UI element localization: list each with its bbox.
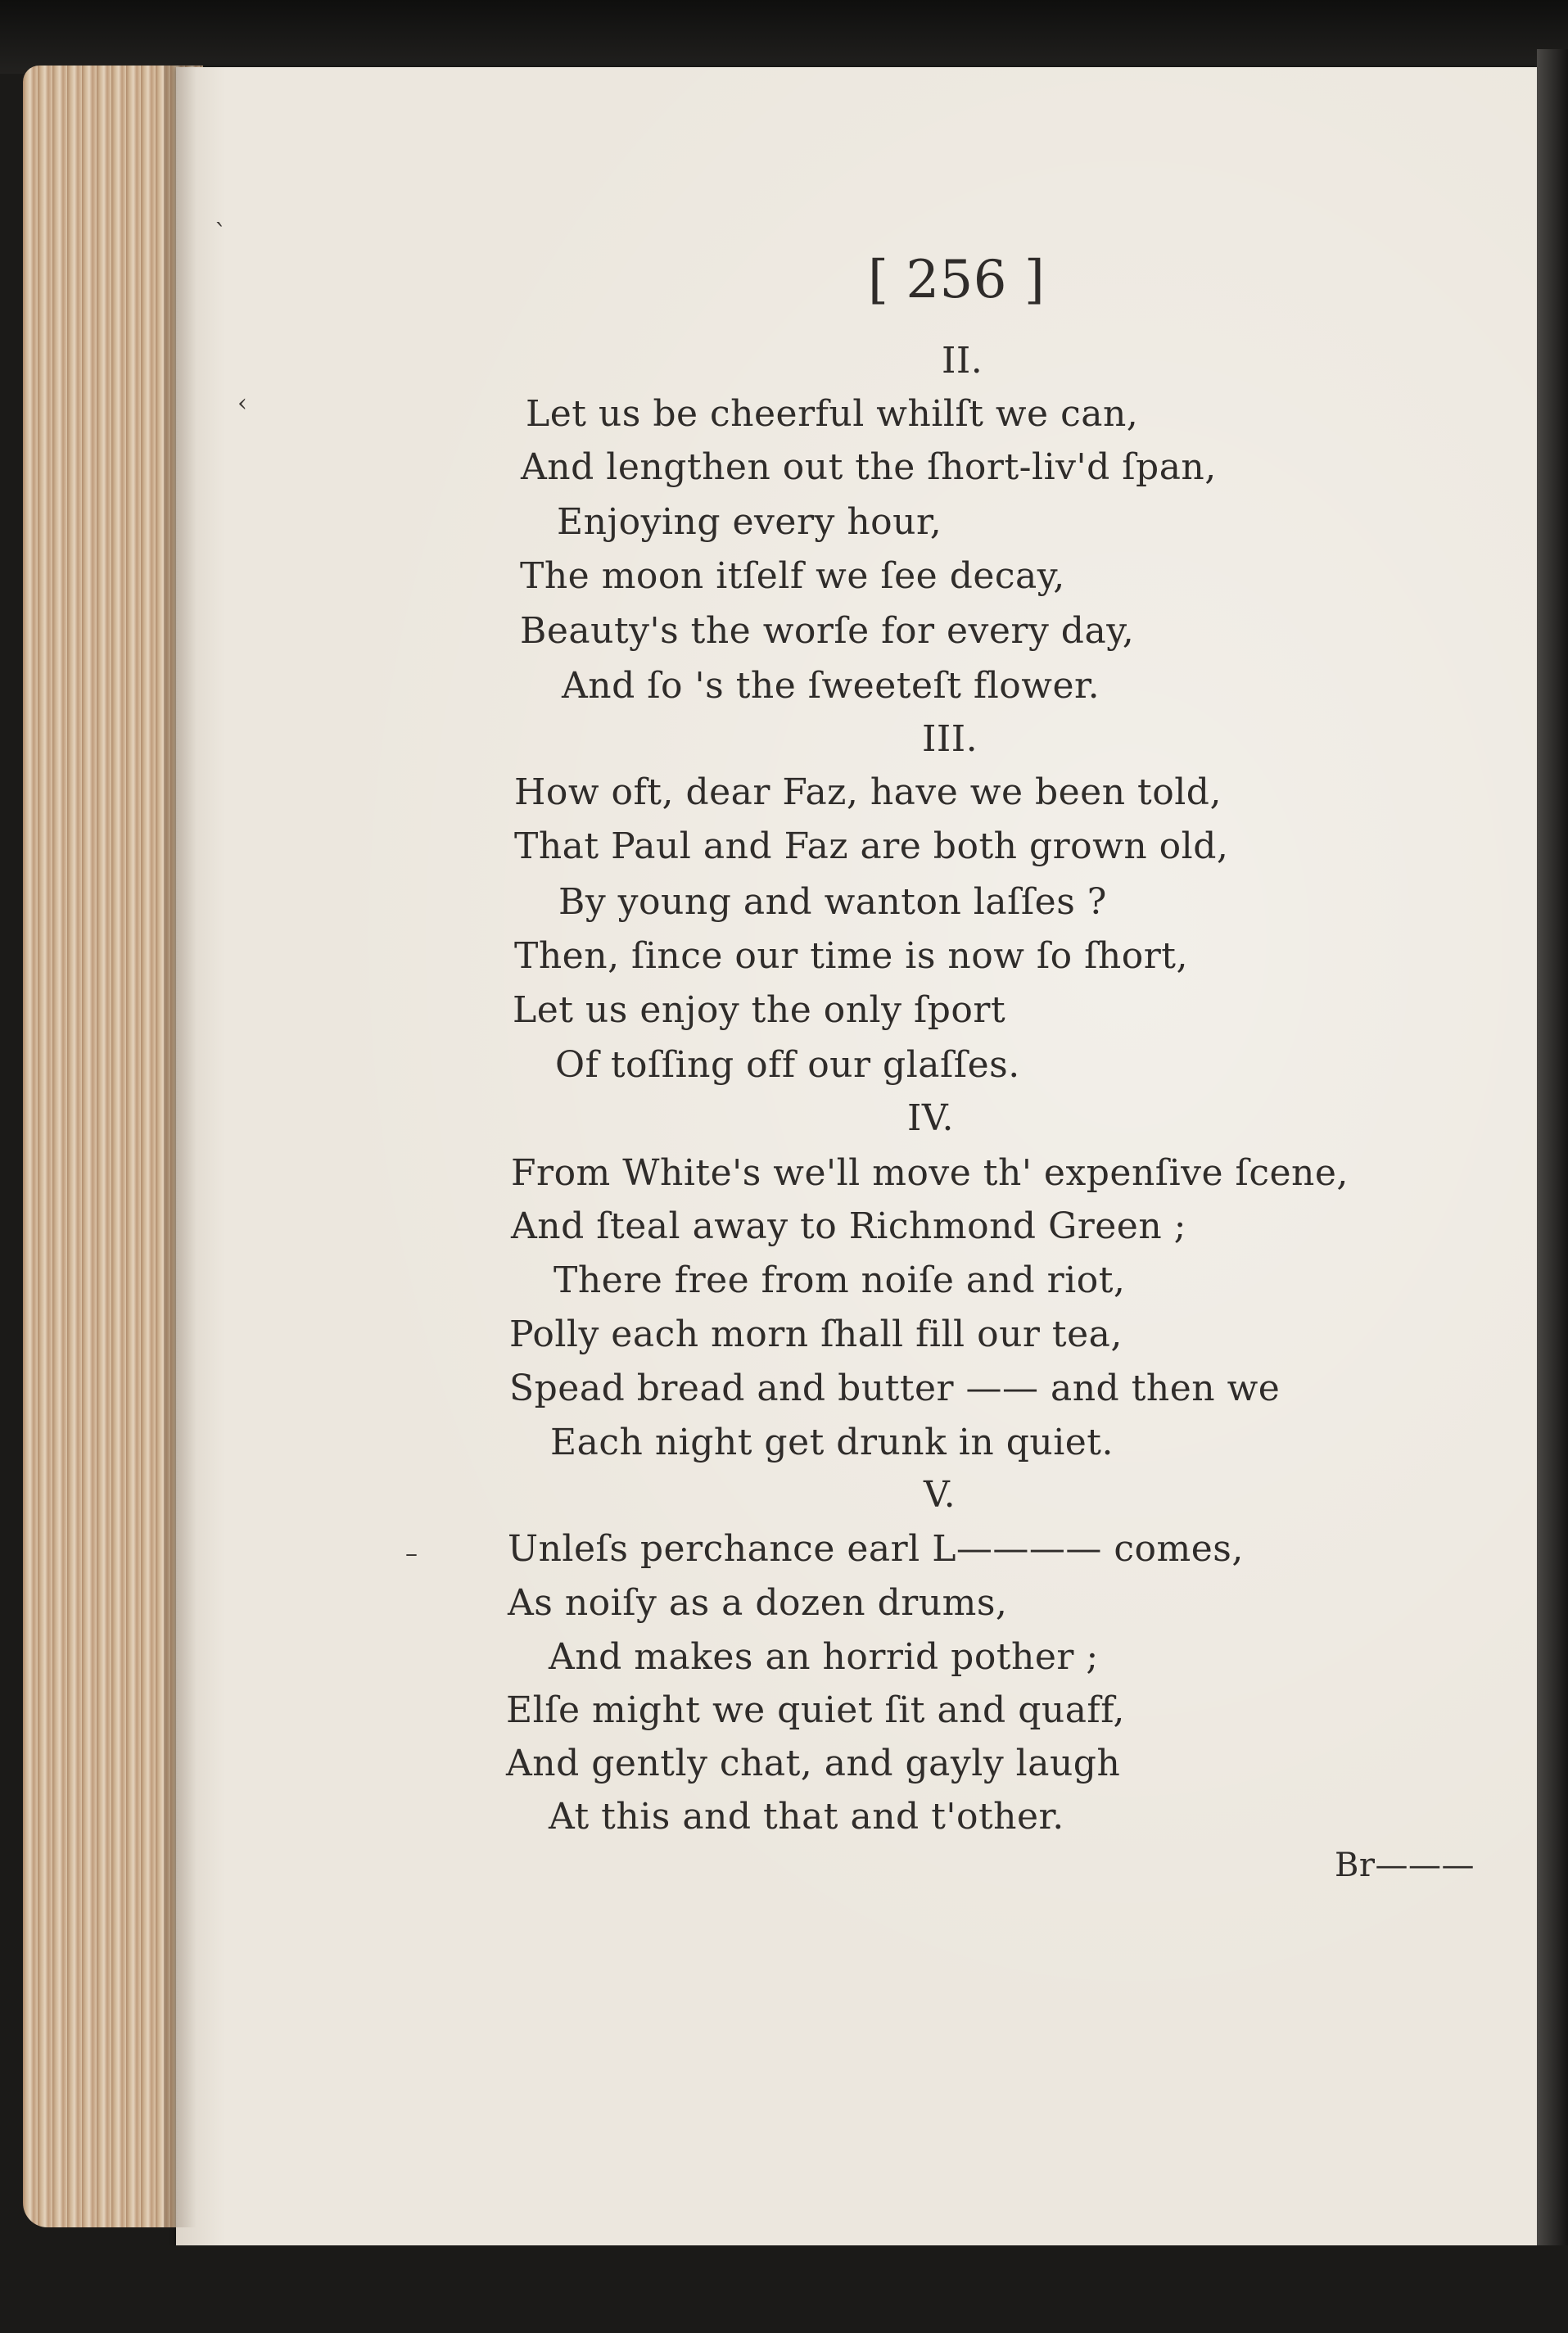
poem-line: That Paul and Faz are both grown old, [514,825,1229,867]
poem-line: As noiſy as a dozen drums, [508,1582,1008,1624]
stray-mark: ‹ [237,389,247,418]
poem-line: And gently chat, and gayly laugh [506,1743,1121,1784]
poem-line: And ſo 's the ſweeteſt flower. [562,665,1100,707]
poem-line: Beauty's the worſe for every day, [520,610,1135,652]
poem-line: Polly each morn ſhall fill our tea, [509,1313,1123,1355]
stray-mark: – [405,1540,418,1568]
poem-line: There free from noiſe and riot, [554,1259,1126,1301]
background-top [0,0,1568,74]
binding-strip [1537,49,1568,2333]
poem-line: And ſteal away to Richmond Green ; [511,1205,1186,1247]
stanza-numeral: III. [922,718,978,760]
poem-line: How oft, dear Faz, have we been told, [514,771,1222,813]
stray-mark: ˋ [215,219,227,248]
background-bottom [0,2245,1568,2333]
poem-line: Each night get drunk in quiet. [550,1422,1114,1463]
stanza-numeral: IV. [907,1097,954,1139]
poem-line: And makes an horrid pother ; [549,1636,1099,1678]
poem-line: By young and wanton laſſes ? [558,881,1107,923]
poem-line: Unleſs perchance earl L———— comes, [508,1528,1244,1570]
catchword: Br——— [1335,1847,1475,1884]
stanza-numeral: II. [942,340,983,382]
stanza-numeral: V. [924,1474,956,1516]
poem-line: At this and that and t'other. [549,1796,1064,1838]
poem-line: Then, ſince our time is now ſo ſhort, [514,935,1188,977]
page-number: [ 256 ] [868,250,1046,310]
poem-line: Let us be cheerful whilſt we can, [526,393,1139,435]
poem-line: The moon itſelf we ſee decay, [520,555,1065,597]
poem-line: Spead bread and butter —— and then we [509,1368,1281,1409]
poem-line: Enjoying every hour, [557,501,942,543]
poem-line: Let us enjoy the only ſport [513,989,1006,1031]
poem-line: Of toſſing off our glaſſes. [555,1044,1020,1086]
poem-line: From White's we'll move th' expenſive ſcene, [511,1152,1349,1194]
gutter-shadow [164,66,197,2227]
poem-line: And lengthen out the ſhort-liv'd ſpan, [521,446,1217,488]
poem-line: Elſe might we quiet ſit and quaff, [506,1689,1125,1731]
